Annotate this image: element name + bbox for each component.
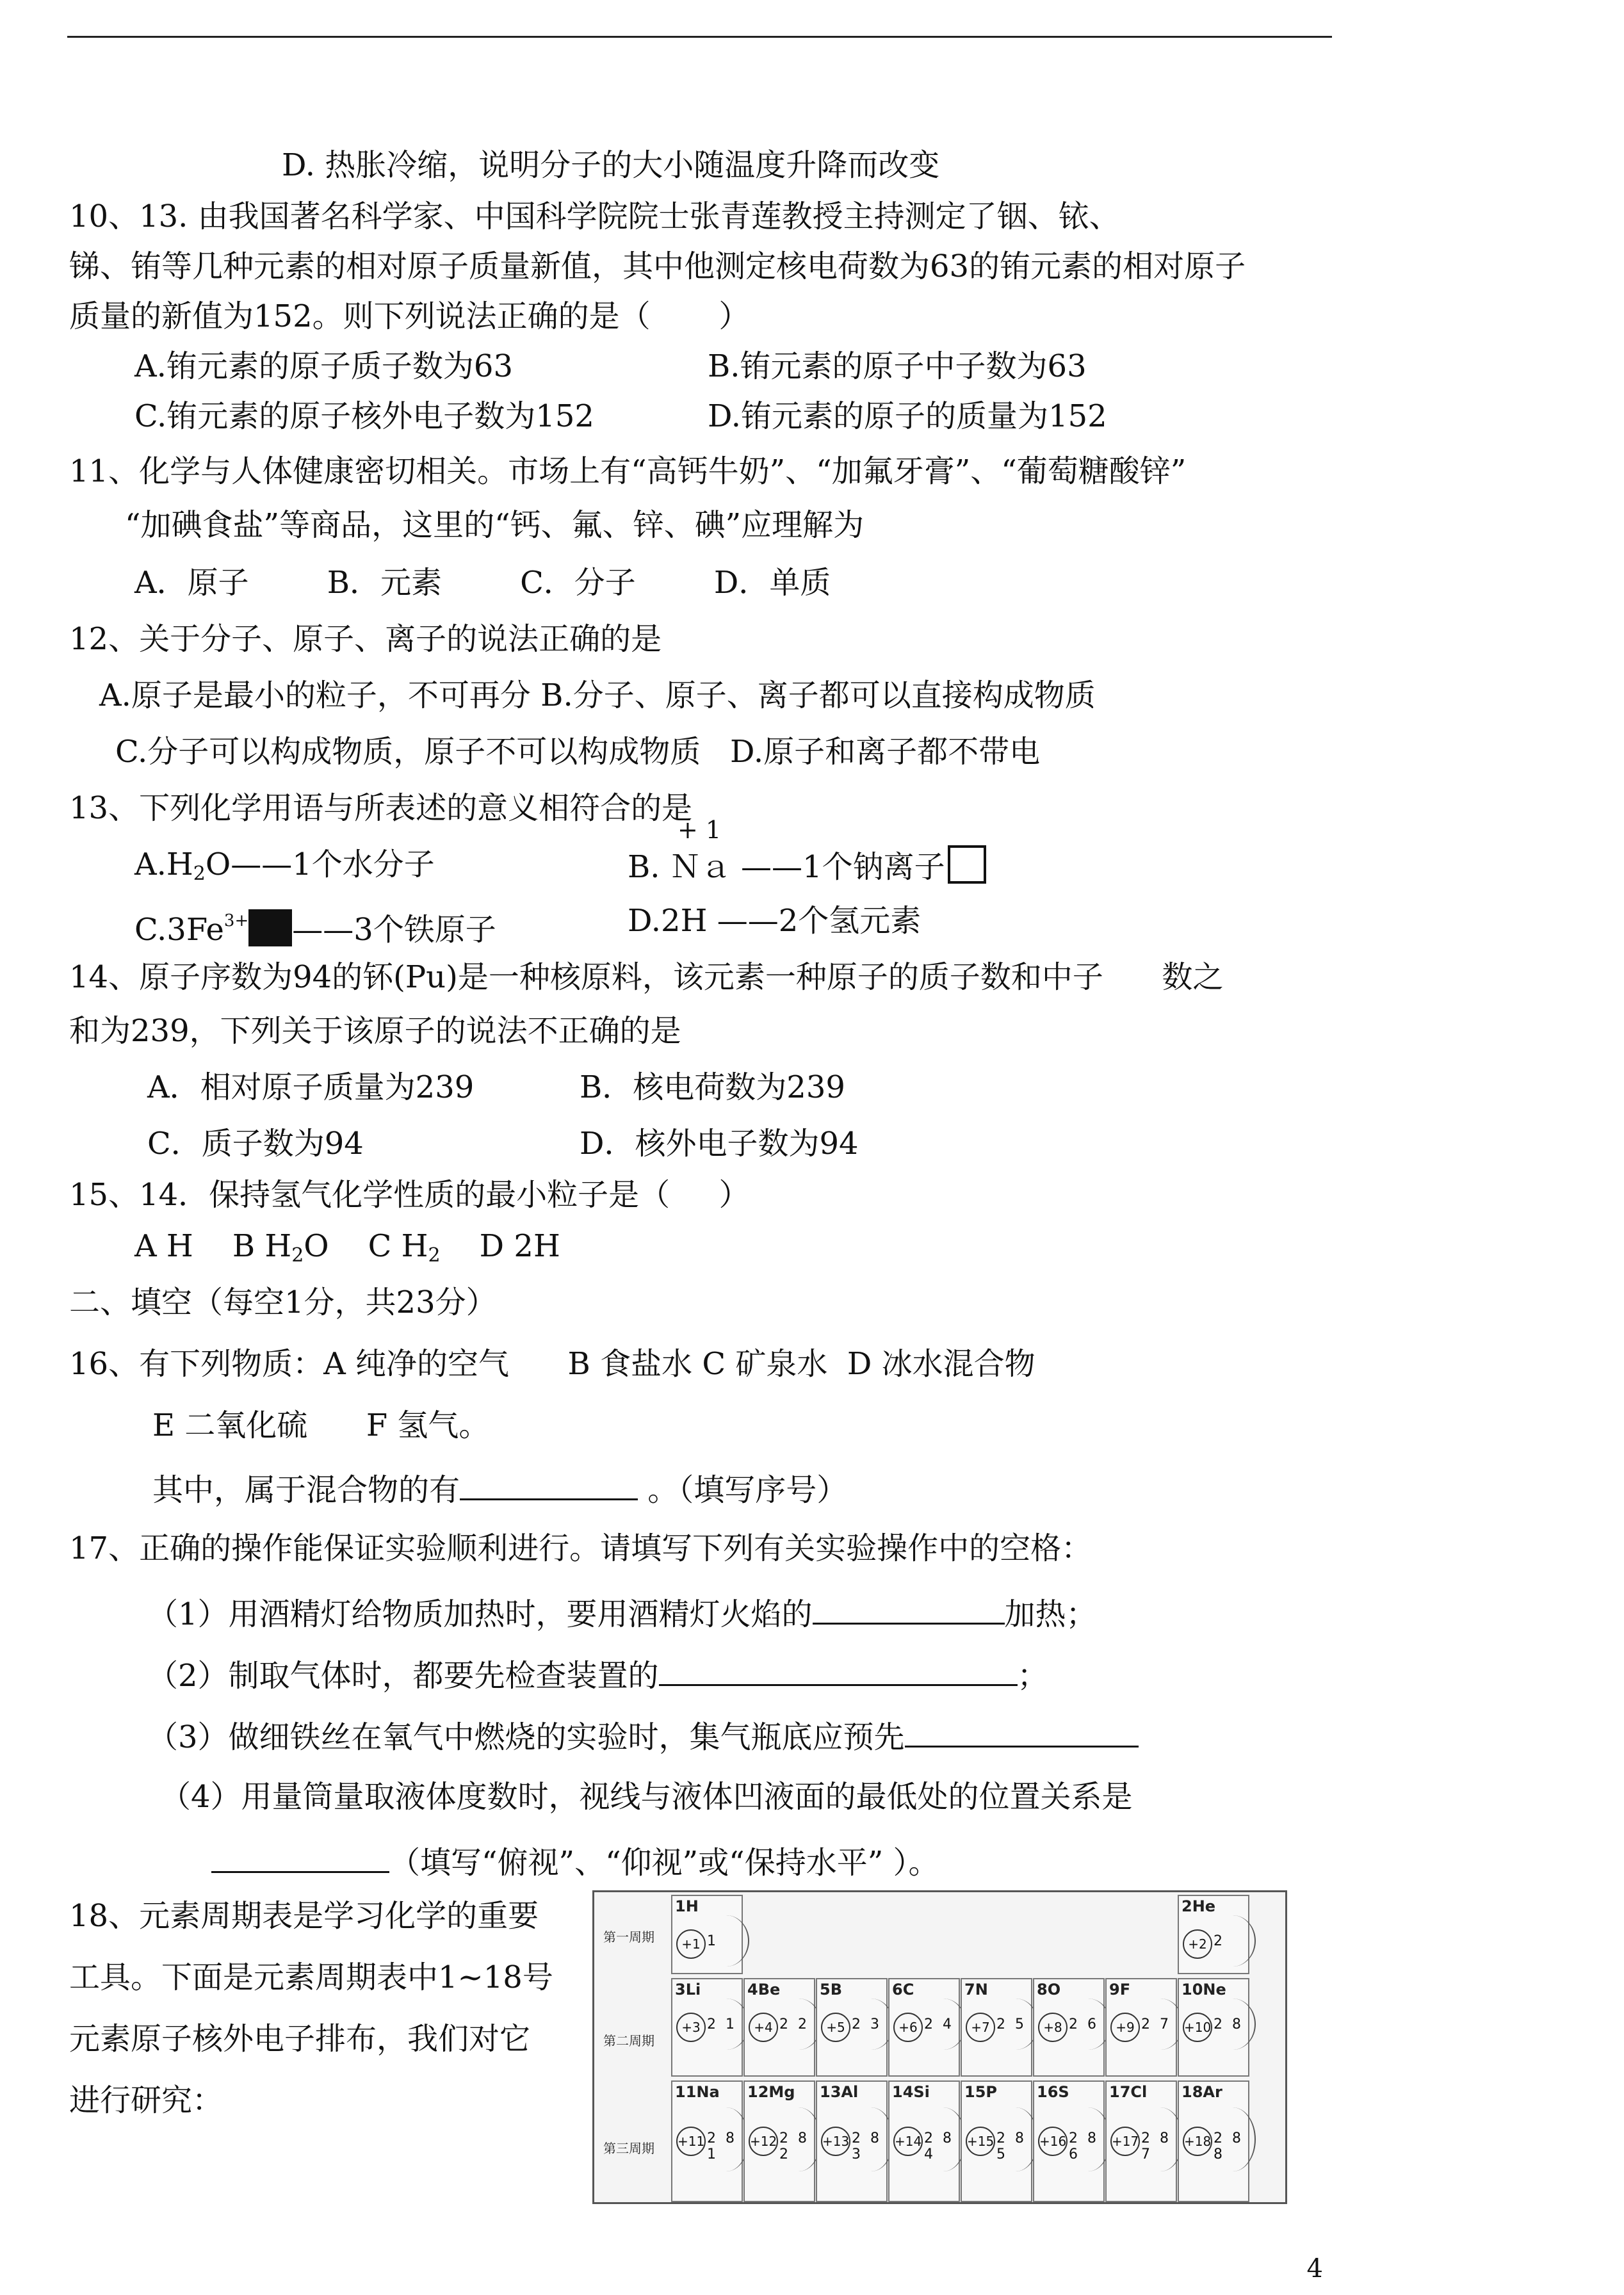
electron-shells: 2 8 4	[924, 2130, 954, 2162]
electron-shells: 2 8 3	[852, 2130, 882, 2162]
nucleus-icon: +12	[749, 2127, 778, 2156]
options-line: C.分子可以构成物质，原子不可以构成物质 D.原子和离子都不带电	[115, 734, 1041, 770]
row-label-period-3: 第三周期	[603, 2141, 654, 2156]
electron-shells: 2 4	[924, 2016, 954, 2032]
option-d: D．核外电子数为94	[580, 1126, 859, 1162]
electron-shells: 2 8 2	[779, 2130, 809, 2162]
electron-shells: 2 8 6	[1069, 2130, 1099, 2162]
question-11: 11、化学与人体健康密切相关。市场上有“高钙牛奶”、“加氟牙膏”、“葡萄糖酸锌”	[69, 453, 1187, 489]
formula-text: A H B H	[134, 1228, 292, 1264]
nucleus-icon: +4	[749, 2013, 778, 2042]
periodic-table	[592, 1890, 1287, 2204]
element-cell	[1178, 1895, 1249, 1974]
option-c: C．质子数为94	[147, 1126, 364, 1162]
nucleus-icon: +9	[1110, 2013, 1140, 2042]
nucleus-icon: +1	[676, 1929, 706, 1959]
fill-line	[211, 1840, 939, 1882]
question-14: 14、原子序数为94的钚(Pu)是一种核原料，该元素一种原子的质子数和中子 数之	[69, 959, 1224, 995]
electron-shells: 2 8 1	[707, 2130, 737, 2162]
element-cell	[743, 2080, 815, 2202]
header-rule	[67, 36, 1332, 38]
element-symbol: 2He	[1181, 1897, 1216, 1915]
fill-line	[147, 1715, 1139, 1756]
fill-line	[152, 1468, 847, 1509]
element-cell	[888, 2080, 960, 2202]
electron-shells: 2 8 7	[1141, 2130, 1171, 2162]
option-a: A．相对原子质量为239	[147, 1069, 475, 1105]
fill-line	[147, 1592, 1097, 1634]
question-17: 17、正确的操作能保证实验顺利进行。请填写下列有关实验操作中的空格：	[69, 1530, 1092, 1566]
option-a: A.铕元素的原子质子数为63	[134, 348, 514, 384]
question-text: 进行研究：	[69, 2082, 223, 2118]
element-cell	[671, 2080, 743, 2202]
question-text: “加碘食盐”等商品，这里的“钙、氟、锌、碘”应理解为	[125, 507, 865, 543]
subscript: 2	[193, 863, 206, 885]
nucleus-icon: +11	[676, 2127, 706, 2156]
prompt-text: ；	[1017, 1658, 1048, 1694]
element-symbol: 10Ne	[1181, 1981, 1226, 1999]
prompt-text: 其中，属于混合物的有	[152, 1472, 460, 1508]
electron-shells: 2 8 5	[996, 2130, 1027, 2162]
element-symbol: 14Si	[892, 2083, 930, 2101]
answer-blank[interactable]	[659, 1653, 1018, 1686]
element-symbol: 3Li	[675, 1981, 701, 1999]
nucleus-icon: +5	[821, 2013, 850, 2042]
nucleus-icon: +3	[676, 2013, 706, 2042]
electron-shells: 2 5	[996, 2016, 1027, 2032]
element-symbol: 17Cl	[1109, 2083, 1148, 2101]
element-symbol: 7N	[964, 1981, 988, 1999]
formula-text: A.H	[134, 847, 193, 882]
nucleus-icon: +2	[1183, 1929, 1212, 1959]
element-symbol: 6C	[892, 1981, 914, 1999]
element-cell	[671, 1895, 743, 1974]
prompt-text: （1）用酒精灯给物质加热时，要用酒精灯火焰的	[147, 1596, 813, 1632]
option-d: D.铕元素的原子的质量为152	[708, 398, 1107, 434]
question-12: 12、关于分子、原子、离子的说法正确的是	[69, 621, 662, 657]
element-cell	[1033, 2080, 1105, 2202]
option-b	[628, 845, 986, 886]
element-cell	[1178, 1978, 1249, 2077]
question-text: 质量的新值为152。则下列说法正确的是（ ）	[69, 298, 750, 334]
prompt-text: （填写“俯视”、“仰视”或“保持水平” ）。	[389, 1845, 939, 1881]
option-c: C.铕元素的原子核外电子数为152	[134, 398, 594, 434]
charge-label: + 1	[678, 816, 722, 844]
question-text: 工具。下面是元素周期表中1~18号	[69, 1959, 553, 1995]
element-symbol: 15P	[964, 2083, 997, 2101]
nucleus-icon: +14	[893, 2127, 923, 2156]
question-text: （4）用量筒量取液体度数时，视线与液体凹液面的最低处的位置关系是	[160, 1779, 1133, 1815]
nucleus-icon: +15	[966, 2127, 995, 2156]
formula-text: O——1个水分子	[205, 847, 435, 882]
formula-text: B. Ｎａ ——1个钠离子	[628, 849, 945, 885]
element-symbol: 18Ar	[1181, 2083, 1222, 2101]
question-15: 15、14．保持氢气化学性质的最小粒子是（ ）	[69, 1177, 750, 1213]
electron-shells: 2 6	[1069, 2016, 1099, 2032]
question-10: 10、13. 由我国著名科学家、中国科学院院士张青莲教授主持测定了铟、铱、	[69, 199, 1120, 234]
nucleus-icon: +13	[821, 2127, 850, 2156]
option-b: B.铕元素的原子中子数为63	[708, 348, 1087, 384]
options-line: A.原子是最小的粒子，不可再分 B.分子、原子、离子都可以直接构成物质	[99, 677, 1096, 713]
element-symbol: 8O	[1037, 1981, 1061, 1999]
section-heading: 二、填空（每空1分，共23分）	[69, 1285, 497, 1320]
nucleus-icon: +10	[1183, 2013, 1212, 2042]
answer-blank[interactable]	[460, 1468, 638, 1500]
prompt-text: 。（填写序号）	[638, 1472, 848, 1508]
element-cell	[743, 1978, 815, 2077]
electron-shells: 2	[1214, 1933, 1225, 1949]
answer-blank[interactable]	[905, 1715, 1139, 1748]
nucleus-icon: +17	[1110, 2127, 1140, 2156]
element-cell	[961, 2080, 1032, 2202]
element-cell	[816, 1978, 888, 2077]
question-18: 18、元素周期表是学习化学的重要	[69, 1898, 539, 1934]
question-text: 和为239，下列关于该原子的说法不正确的是	[69, 1013, 681, 1049]
electron-shells: 2 2	[779, 2016, 809, 2032]
nucleus-icon: +7	[966, 2013, 995, 2042]
element-symbol: 5B	[820, 1981, 842, 1999]
prompt-text: 加热；	[1004, 1596, 1097, 1632]
option-c	[134, 902, 496, 949]
formula-text: C.3Fe	[134, 912, 224, 948]
row-label-period-2: 第二周期	[603, 2033, 654, 2048]
option-b: B．核电荷数为239	[580, 1069, 845, 1105]
answer-blank[interactable]	[813, 1592, 1005, 1625]
options-line	[134, 1227, 560, 1275]
option-d: D.2H ——2个氢元素	[628, 903, 922, 939]
answer-blank[interactable]	[211, 1840, 389, 1873]
question-text: 锑、铕等几种元素的相对原子质量新值，其中他测定核电荷数为63的铕元素的相对原子	[69, 248, 1246, 284]
option-line: D. 热胀冷缩，说明分子的大小随温度升降而改变	[282, 147, 940, 183]
question-text: 元素原子核外电子排布，我们对它	[69, 2021, 531, 2057]
nucleus-icon: +8	[1038, 2013, 1068, 2042]
nucleus-icon: +18	[1183, 2127, 1212, 2156]
filled-box	[248, 909, 292, 946]
row-label-period-1: 第一周期	[603, 1929, 654, 1945]
element-cell	[671, 1978, 743, 2077]
element-symbol: 13Al	[820, 2083, 859, 2101]
electron-shells: 2 7	[1141, 2016, 1171, 2032]
formula-text: ——3个铁原子	[292, 912, 496, 948]
element-cell	[888, 1978, 960, 2077]
question-16: 16、有下列物质：A 纯净的空气 B 食盐水 C 矿泉水 D 冰水混合物	[69, 1346, 1035, 1382]
electron-shells: 2 3	[852, 2016, 882, 2032]
element-symbol: 11Na	[675, 2083, 720, 2101]
superscript: 3+	[223, 911, 249, 930]
element-cell	[816, 2080, 888, 2202]
element-cell	[1033, 1978, 1105, 2077]
page-number: 4	[1306, 2254, 1323, 2283]
options-line: A．原子 B．元素 C．分子 D．单质	[134, 565, 831, 601]
subscript: 2	[428, 1244, 441, 1267]
element-symbol: 12Mg	[747, 2083, 795, 2101]
element-cell	[1178, 2080, 1249, 2202]
formula-text: O C H	[304, 1228, 428, 1264]
prompt-text: （3）做细铁丝在氧气中燃烧的实验时，集气瓶底应预先	[147, 1719, 905, 1755]
subscript: 2	[291, 1244, 304, 1267]
element-symbol: 9F	[1109, 1981, 1131, 1999]
question-13: 13、下列化学用语与所表述的意义相符合的是	[69, 790, 693, 826]
electron-shells: 2 8 8	[1214, 2130, 1244, 2162]
option-a	[134, 845, 435, 893]
fill-line	[147, 1653, 1048, 1695]
element-cell	[1105, 1978, 1177, 2077]
nucleus-icon: +6	[893, 2013, 923, 2042]
formula-text: D 2H	[440, 1228, 560, 1264]
electron-shells: 2 1	[707, 2016, 737, 2032]
electron-shells: 2 8	[1214, 2016, 1244, 2032]
question-text: E 二氧化硫 F 氢气。	[152, 1407, 490, 1443]
nucleus-icon: +16	[1038, 2127, 1068, 2156]
electron-shells: 1	[707, 1933, 719, 1949]
element-cell	[961, 1978, 1032, 2077]
element-symbol: 1H	[675, 1897, 699, 1915]
prompt-text: （2）制取气体时，都要先检查装置的	[147, 1658, 659, 1694]
element-symbol: 4Be	[747, 1981, 781, 1999]
element-cell	[1105, 2080, 1177, 2202]
empty-box	[948, 845, 986, 884]
element-symbol: 16S	[1037, 2083, 1069, 2101]
